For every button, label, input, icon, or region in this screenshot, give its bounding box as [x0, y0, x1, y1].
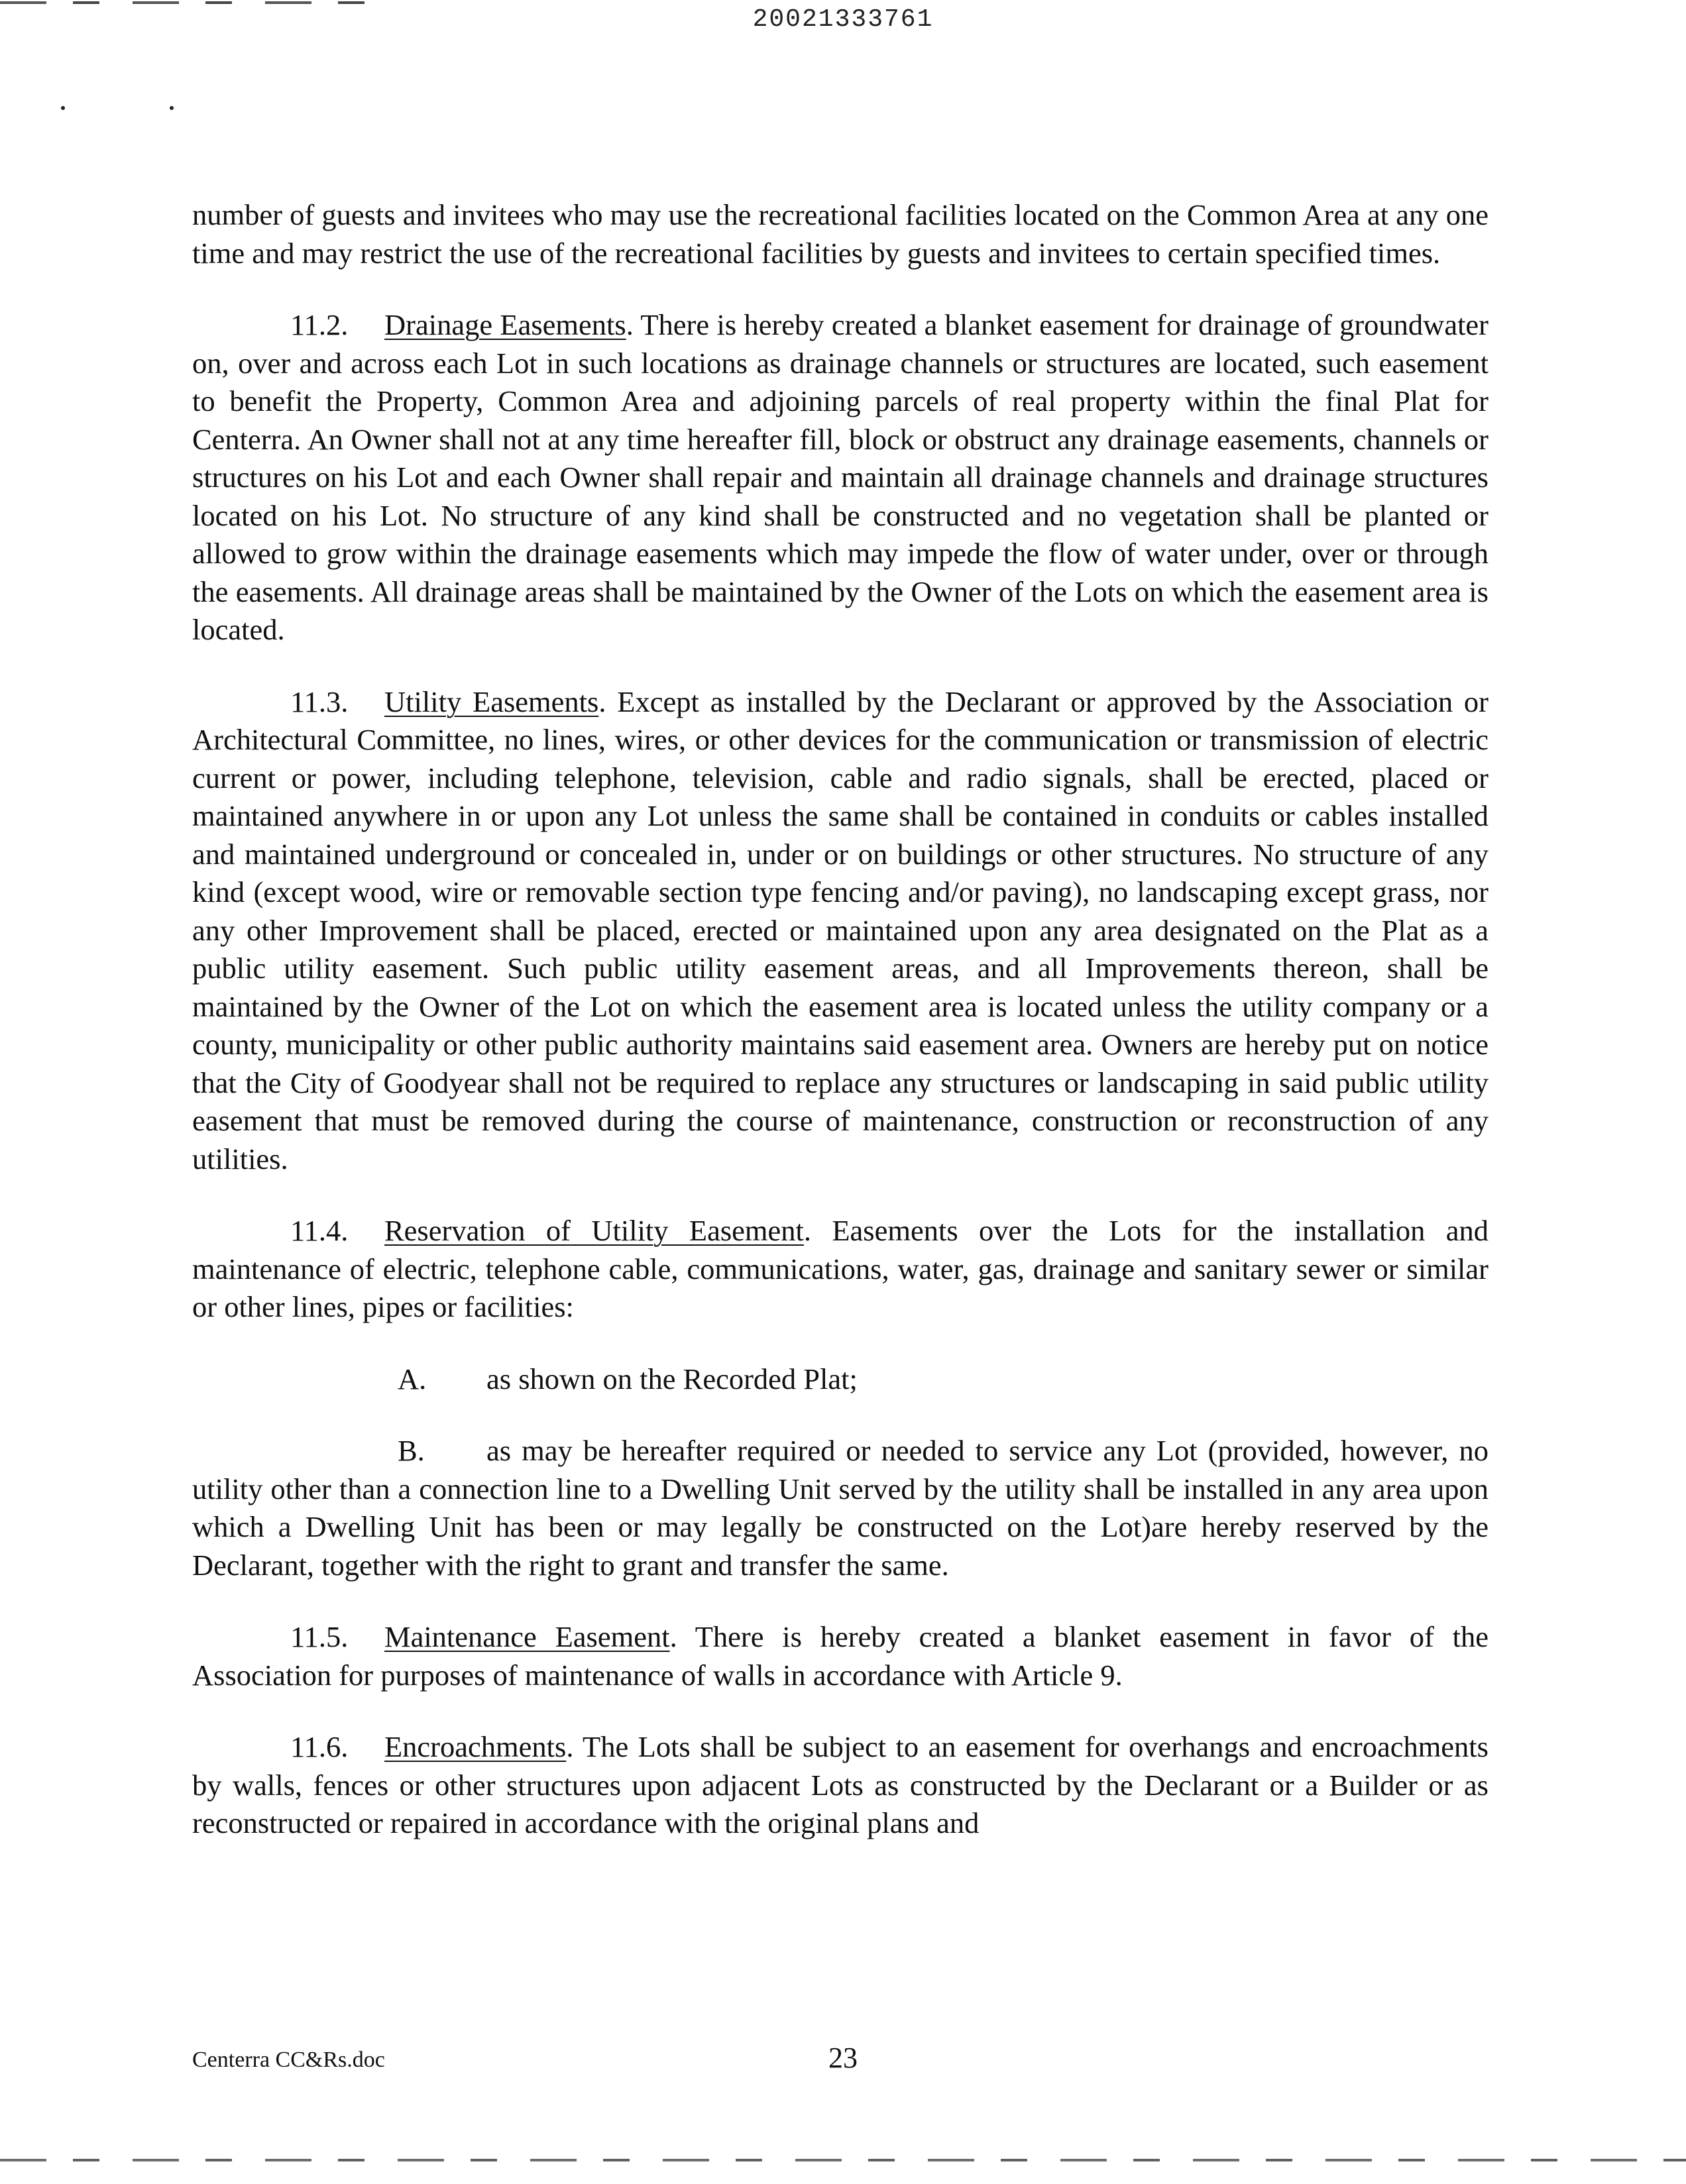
section-heading: Maintenance Easement — [384, 1620, 670, 1653]
section-number: 11.6. — [290, 1730, 349, 1763]
section-text: . Easements over the Lots for the installation and maintenance of electric, telephone cable, communications, water, gas, drainage and sanitary sewer or similar or other lines, pipes or facilities: — [192, 1214, 1489, 1323]
list-text: as shown on the Recorded Plat; — [486, 1362, 858, 1395]
paragraph-continuation: number of guests and invitees who may use the recreational facilities located on the Common Area at any one time and may restrict the use of the recreational facilities by guests and invitees to certain specified times. — [192, 198, 1489, 270]
section-number: 11.5. — [290, 1620, 349, 1653]
scan-speck — [61, 106, 65, 110]
scan-speck — [170, 106, 174, 110]
section-11-4 — [192, 1212, 1489, 1327]
section-text: . The Lots shall be subject to an easement for overhangs and encroachments by walls, fences or other structures upon adjacent Lots as constructed by the Declarant or a Builder or as reconstructed or repaired in accordance with the original plans and — [192, 1730, 1489, 1839]
section-text: . There is hereby created a blanket easement in favor of the Association for purposes of maintenance of walls in accordance with Article 9. — [192, 1620, 1489, 1692]
list-item-b — [192, 1432, 1489, 1584]
list-marker: A. — [398, 1362, 427, 1395]
section-11-2 — [192, 306, 1489, 649]
scan-artifact-bottom — [0, 2159, 1686, 2161]
list-marker: B. — [398, 1434, 425, 1467]
section-heading: Utility Easements — [384, 684, 599, 718]
document-body — [192, 196, 1489, 1877]
section-11-3 — [192, 683, 1489, 1179]
section-number: 11.2. — [290, 308, 349, 341]
list-item-a — [192, 1360, 1489, 1399]
footer-filename: Centerra CC&Rs.doc — [192, 2048, 385, 2072]
section-heading: Drainage Easements — [384, 308, 626, 341]
page-number: 23 — [828, 2042, 858, 2074]
list-text: as may be hereafter required or needed to service any Lot (provided, however, no utility other than a connection line to a Dwelling Unit served by the utility shall be installed in any area upon which a Dwelling Unit has been or may legally be constructed on the Lot)are hereby reserved by the Declarant, together with the right to grant and transfer the same. — [192, 1434, 1489, 1582]
section-heading: Encroachments — [384, 1730, 567, 1763]
section-text: . There is hereby created a blanket easement for drainage of groundwater on, over and across each Lot in such locations as drainage channels or structures are located, such easement to benefit the Property, Common Area and adjoining parcels of real property within the final Plat for Centerra. An Owner shall not at any time hereafter fill, block or obstruct any drainage easements, channels or structures on his Lot and each Owner shall repair and maintain all drainage channels and drainage structures located on his Lot. No structure of any kind shall be constructed and no vegetation shall be planted or allowed to grow within the drainage easements which may impede the flow of water under, over or through the easements. All drainage areas shall be maintained by the Owner of the Lots on which the easement area is located. — [192, 308, 1489, 646]
section-heading: Reservation of Utility Easement — [384, 1214, 804, 1247]
section-text: . Except as installed by the Declarant or approved by the Association or Architectural Committee, no lines, wires, or other devices for the communication or transmission of electric current or power, including telephone, television, cable and radio signals, shall be erected, placed or maintained anywhere in or upon any Lot unless the same shall be contained in conduits or cables installed and maintained underground or concealed in, under or on buildings or other structures. No structure of any kind (except wood, wire or removable section type fencing and/or paving), no landscaping except grass, nor any other Improvement shall be placed, erected or maintained upon any area designated on the Plat as a public utility easement. Such public utility easement areas, and all Improvements thereon, shall be maintained by the Owner of the Lot on which the easement area is located unless the utility company or a county, municipality or other public authority maintains said easement area. Owners are hereby put on notice that the City of Goodyear shall not be required to replace any structures or landscaping in said public utility easement that must be removed during the course of maintenance, construction or reconstruction of any utilities. — [192, 684, 1489, 1175]
scan-artifact-top — [0, 1, 371, 4]
section-number: 11.4. — [290, 1214, 349, 1247]
section-11-5 — [192, 1618, 1489, 1694]
section-number: 11.3. — [290, 684, 349, 718]
recording-number: 20021333761 — [752, 5, 934, 34]
section-11-6 — [192, 1728, 1489, 1843]
